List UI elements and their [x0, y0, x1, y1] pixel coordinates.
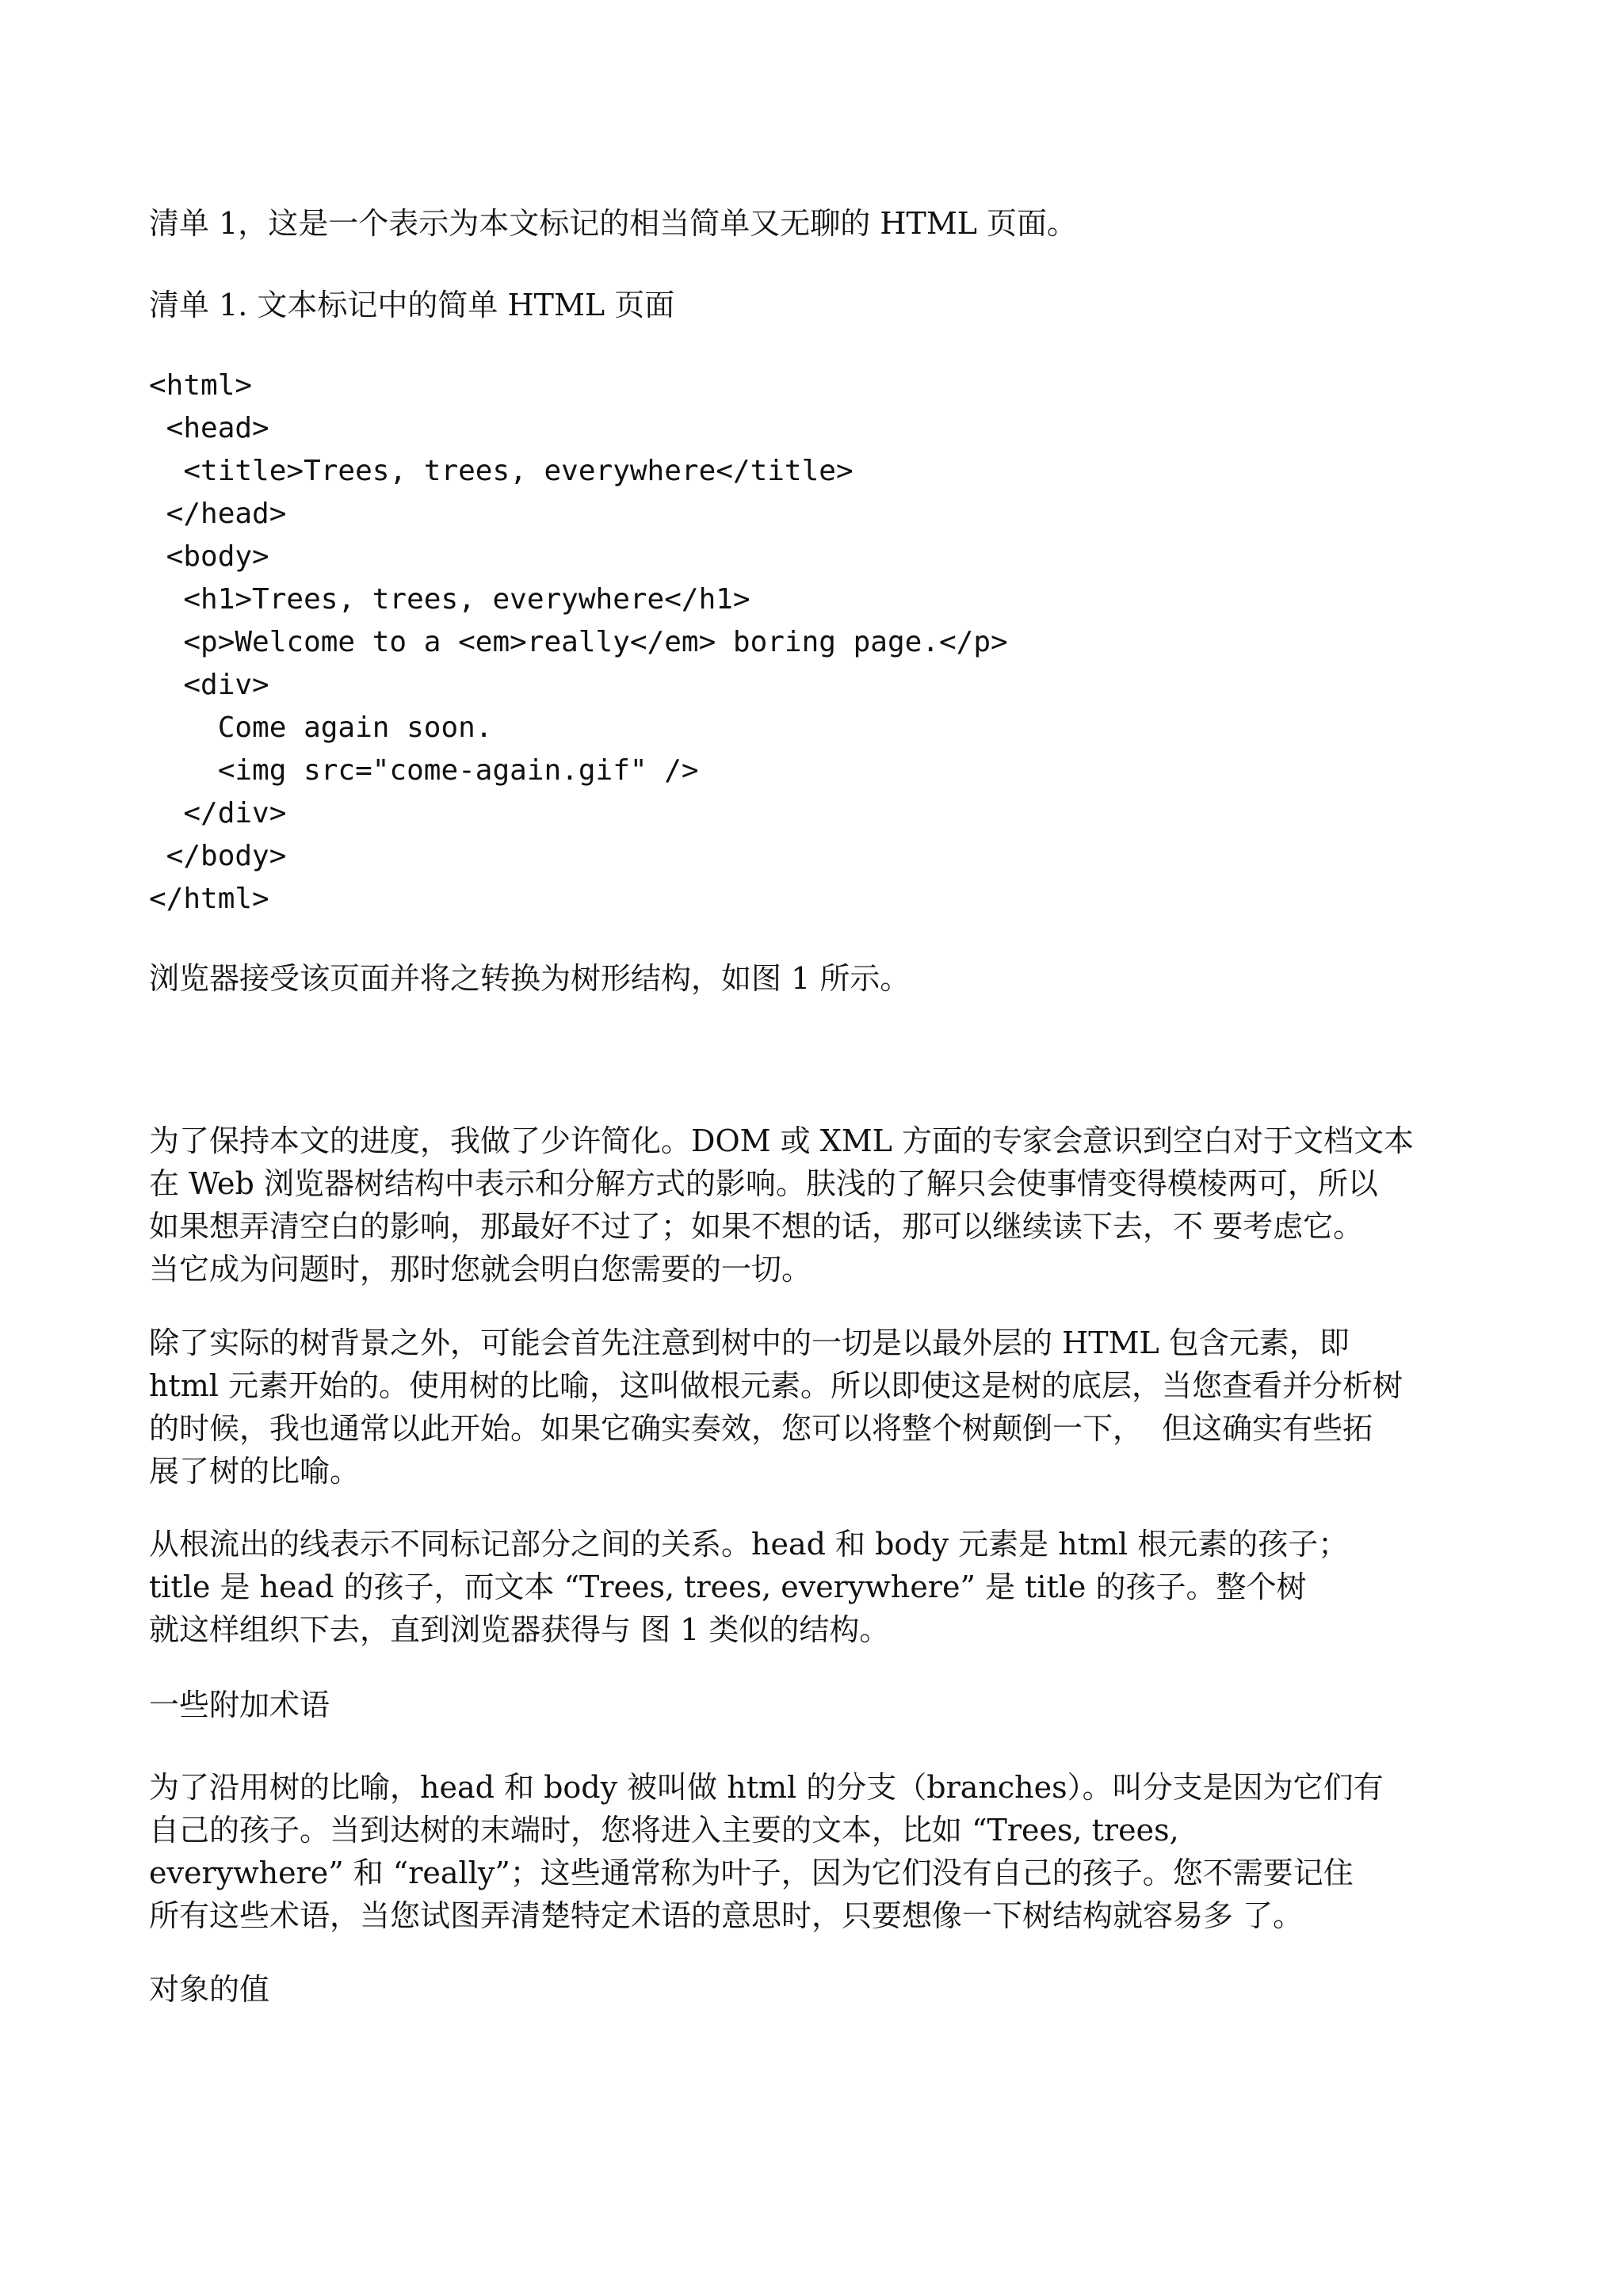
- after-code-paragraph: 浏览器接受该页面并将之转换为树形结构，如图 1 所示。: [149, 961, 911, 996]
- text-line: 展了树的比喻。: [149, 1454, 361, 1489]
- text-line: 就这样组织下去，直到浏览器获得与 图 1 类似的结构。: [149, 1612, 890, 1647]
- paragraph-simplification: [149, 1119, 1488, 1291]
- text-line: 除了实际的树背景之外，可能会首先注意到树中的一切是以最外层的 HTML 包含元素，即: [149, 1325, 1350, 1360]
- code-listing: [149, 364, 1008, 921]
- paragraph-relationships: [149, 1523, 1488, 1651]
- code-line: Come again soon.: [149, 711, 493, 744]
- code-line: </head>: [149, 498, 287, 530]
- text-line: 当它成为问题时，那时您就会明白您需要的一切。: [149, 1252, 812, 1287]
- code-line: <h1>Trees, trees, everywhere</h1>: [149, 583, 750, 616]
- section-heading-object-values: 对象的值: [149, 1972, 270, 2007]
- code-line: <html>: [149, 369, 253, 402]
- code-line: <body>: [149, 540, 269, 573]
- listing-caption: 清单 1. 文本标记中的简单 HTML 页面: [149, 288, 675, 322]
- code-line: </body>: [149, 840, 287, 872]
- text-line: everywhere” 和 “really”；这些通常称为叶子，因为它们没有自己的孩子。您不需要记住: [149, 1855, 1354, 1890]
- section-heading-terms: 一些附加术语: [149, 1688, 330, 1722]
- text-line: 在 Web 浏览器树结构中表示和分解方式的影响。肤浅的了解只会使事情变得模棱两可，所以: [149, 1166, 1378, 1201]
- code-line: </html>: [149, 883, 269, 915]
- text-line: html 元素开始的。使用树的比喻，这叫做根元素。所以即使这是树的底层，当您查看并分析树: [149, 1368, 1403, 1403]
- code-line: <head>: [149, 412, 269, 444]
- text-line: 自己的孩子。当到达树的末端时，您将进入主要的文本，比如 “Trees, trees,: [149, 1813, 1179, 1848]
- text-line: title 是 head 的孩子，而文本 “Trees, trees, everywhere” 是 title 的孩子。整个树: [149, 1569, 1307, 1604]
- text-line: 的时候，我也通常以此开始。如果它确实奏效，您可以将整个树颠倒一下， 但这确实有些拓: [149, 1411, 1373, 1446]
- text-line: 为了保持本文的进度，我做了少许简化。DOM 或 XML 方面的专家会意识到空白对于文档文本: [149, 1123, 1414, 1158]
- code-line: <div>: [149, 669, 269, 701]
- code-line: <img src="come-again.gif" />: [149, 754, 699, 787]
- code-line: <p>Welcome to a <em>really</em> boring page.</p>: [149, 626, 1008, 658]
- intro-paragraph: 清单 1，这是一个表示为本文标记的相当简单又无聊的 HTML 页面。: [149, 206, 1078, 241]
- code-line: </div>: [149, 797, 287, 830]
- text-line: 从根流出的线表示不同标记部分之间的关系。head 和 body 元素是 html 根元素的孩子；: [149, 1527, 1349, 1562]
- code-line: <title>Trees, trees, everywhere</title>: [149, 455, 854, 487]
- text-line: 所有这些术语，当您试图弄清楚特定术语的意思时，只要想像一下树结构就容易多 了。: [149, 1898, 1304, 1933]
- paragraph-root-element: [149, 1322, 1488, 1493]
- text-line: 为了沿用树的比喻，head 和 body 被叫做 html 的分支（branches）。叫分支是因为它们有: [149, 1770, 1384, 1805]
- text-line: 如果想弄清空白的影响，那最好不过了；如果不想的话，那可以继续读下去，不 要考虑它。: [149, 1209, 1364, 1244]
- paragraph-branches-leaves: [149, 1766, 1488, 1937]
